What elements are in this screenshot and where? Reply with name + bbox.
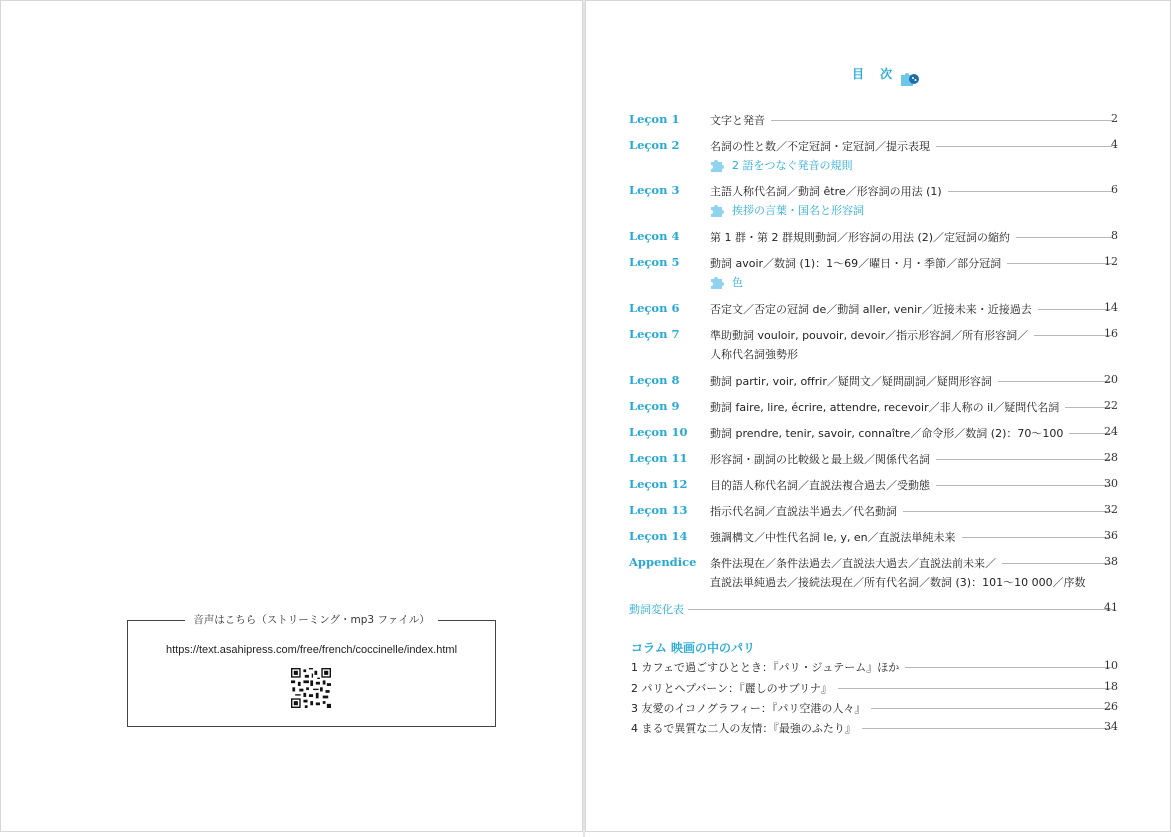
entry-title-continued: 人称代名詞強勢形 <box>710 348 798 361</box>
lesson-label: Leçon 1 <box>629 112 680 126</box>
entry-title: 条件法現在／条件法過去／直説法大過去／直説法前未来／ <box>710 557 996 570</box>
lesson-label: Leçon 8 <box>629 373 680 387</box>
page-number: 28 <box>1104 451 1118 464</box>
left-page <box>0 0 583 832</box>
entry-title: 動詞 partir, voir, offrir／疑問文／疑問副詞／疑問形容詞 <box>710 375 992 388</box>
puzzle-icon <box>710 158 726 172</box>
page-number: 34 <box>1104 720 1118 733</box>
page-number: 10 <box>1104 659 1118 672</box>
page-number: 2 <box>1111 112 1118 125</box>
sub-entry: 2 語をつなぐ発音の規則 <box>710 157 853 173</box>
page-number: 30 <box>1104 477 1118 490</box>
lesson-label: Leçon 12 <box>629 477 688 491</box>
page-number: 36 <box>1104 529 1118 542</box>
lesson-label: Leçon 2 <box>629 138 680 152</box>
page-number: 8 <box>1111 229 1118 242</box>
entry-title: 動詞 avoir／数詞 (1)：1〜69／曜日・月・季節／部分冠詞 <box>710 257 1002 270</box>
lesson-label: Leçon 7 <box>629 327 680 341</box>
sub-entry: 色 <box>710 274 743 290</box>
lesson-label: Leçon 6 <box>629 301 680 315</box>
qr-code-icon[interactable] <box>291 668 331 708</box>
page-number: 4 <box>1111 138 1118 151</box>
lesson-label: Leçon 11 <box>629 451 688 465</box>
lesson-label: Leçon 4 <box>629 229 680 243</box>
entry-title: 目的語人称代名詞／直説法複合過去／受動態 <box>710 479 930 492</box>
page-number: 12 <box>1104 255 1118 268</box>
column-item-title: 3 友愛のイコノグラフィー：『パリ空港の人々』 <box>631 702 866 715</box>
entry-title: 否定文／否定の冠詞 de／動詞 aller, venir／近接未来・近接過去 <box>710 303 1032 316</box>
page-number: 14 <box>1104 301 1118 314</box>
entry-title: 名詞の性と数／不定冠詞・定冠詞／提示表現 <box>710 140 930 153</box>
entry-title: 強調構文／中性代名詞 le, y, en／直説法単純未来 <box>710 531 956 544</box>
page-number: 41 <box>1104 601 1118 614</box>
page-number: 38 <box>1104 555 1118 568</box>
column-item-title: 4 まるで異質な二人の友情：『最強のふたり』 <box>631 722 856 735</box>
page-number: 22 <box>1104 399 1118 412</box>
audio-url-link[interactable]: https://text.asahipress.com/free/french/coccinelle/index.html <box>165 644 458 656</box>
page-number: 6 <box>1111 183 1118 196</box>
entry-title: 指示代名詞／直説法半過去／代名動詞 <box>710 505 897 518</box>
entry-title: 動詞 faire, lire, écrire, attendre, recevoir／非人称の il／疑問代名詞 <box>710 401 1060 414</box>
page-number: 16 <box>1104 327 1118 340</box>
column-item-title: 1 カフェで過ごすひととき：『パリ・ジュテーム』ほか <box>631 661 900 674</box>
lesson-label: Leçon 13 <box>629 503 688 517</box>
page-number: 24 <box>1104 425 1118 438</box>
lesson-label: Leçon 5 <box>629 255 680 269</box>
audio-info-box <box>127 614 496 727</box>
column-heading: コラム 映画の中のパリ <box>631 641 756 655</box>
lesson-label: Leçon 3 <box>629 183 680 197</box>
lesson-label: Leçon 14 <box>629 529 688 543</box>
lesson-label: Leçon 10 <box>629 425 688 439</box>
lesson-label: Appendice <box>629 555 697 569</box>
sub-entry: 挨拶の言葉・国名と形容詞 <box>710 202 864 218</box>
toc-title: 目 次 <box>852 67 899 81</box>
ladybug-puzzle-icon <box>899 67 921 87</box>
page-number: 20 <box>1104 373 1118 386</box>
audio-box-title: 音声はこちら（ストリーミング・mp3 ファイル） <box>128 612 495 627</box>
page-number: 26 <box>1104 700 1118 713</box>
puzzle-icon <box>710 275 726 289</box>
puzzle-icon <box>710 203 726 217</box>
column-item-title: 2 パリとヘプバーン：『麗しのサブリナ』 <box>631 682 832 695</box>
entry-title-continued: 直説法単純過去／接続法現在／所有代名詞／数詞 (3)：101〜10 000／序数 <box>710 576 1086 589</box>
lesson-label: Leçon 9 <box>629 399 680 413</box>
entry-title: 主語人称代名詞／動詞 être／形容詞の用法 (1) <box>710 185 942 198</box>
verb-table-label: 動詞変化表 <box>629 603 684 616</box>
page-number: 18 <box>1104 680 1118 693</box>
entry-title: 形容詞・副詞の比較級と最上級／関係代名詞 <box>710 453 930 466</box>
right-page <box>585 0 1171 832</box>
page-number: 32 <box>1104 503 1118 516</box>
entry-title: 準助動詞 vouloir, pouvoir, devoir／指示形容詞／所有形容詞／ <box>710 329 1029 342</box>
entry-title: 第 1 群・第 2 群規則動詞／形容詞の用法 (2)／定冠詞の縮約 <box>710 231 1011 244</box>
entry-title: 文字と発音 <box>710 114 765 127</box>
entry-title: 動詞 prendre, tenir, savoir, connaître／命令形／数詞 (2)：70〜100 <box>710 427 1064 440</box>
